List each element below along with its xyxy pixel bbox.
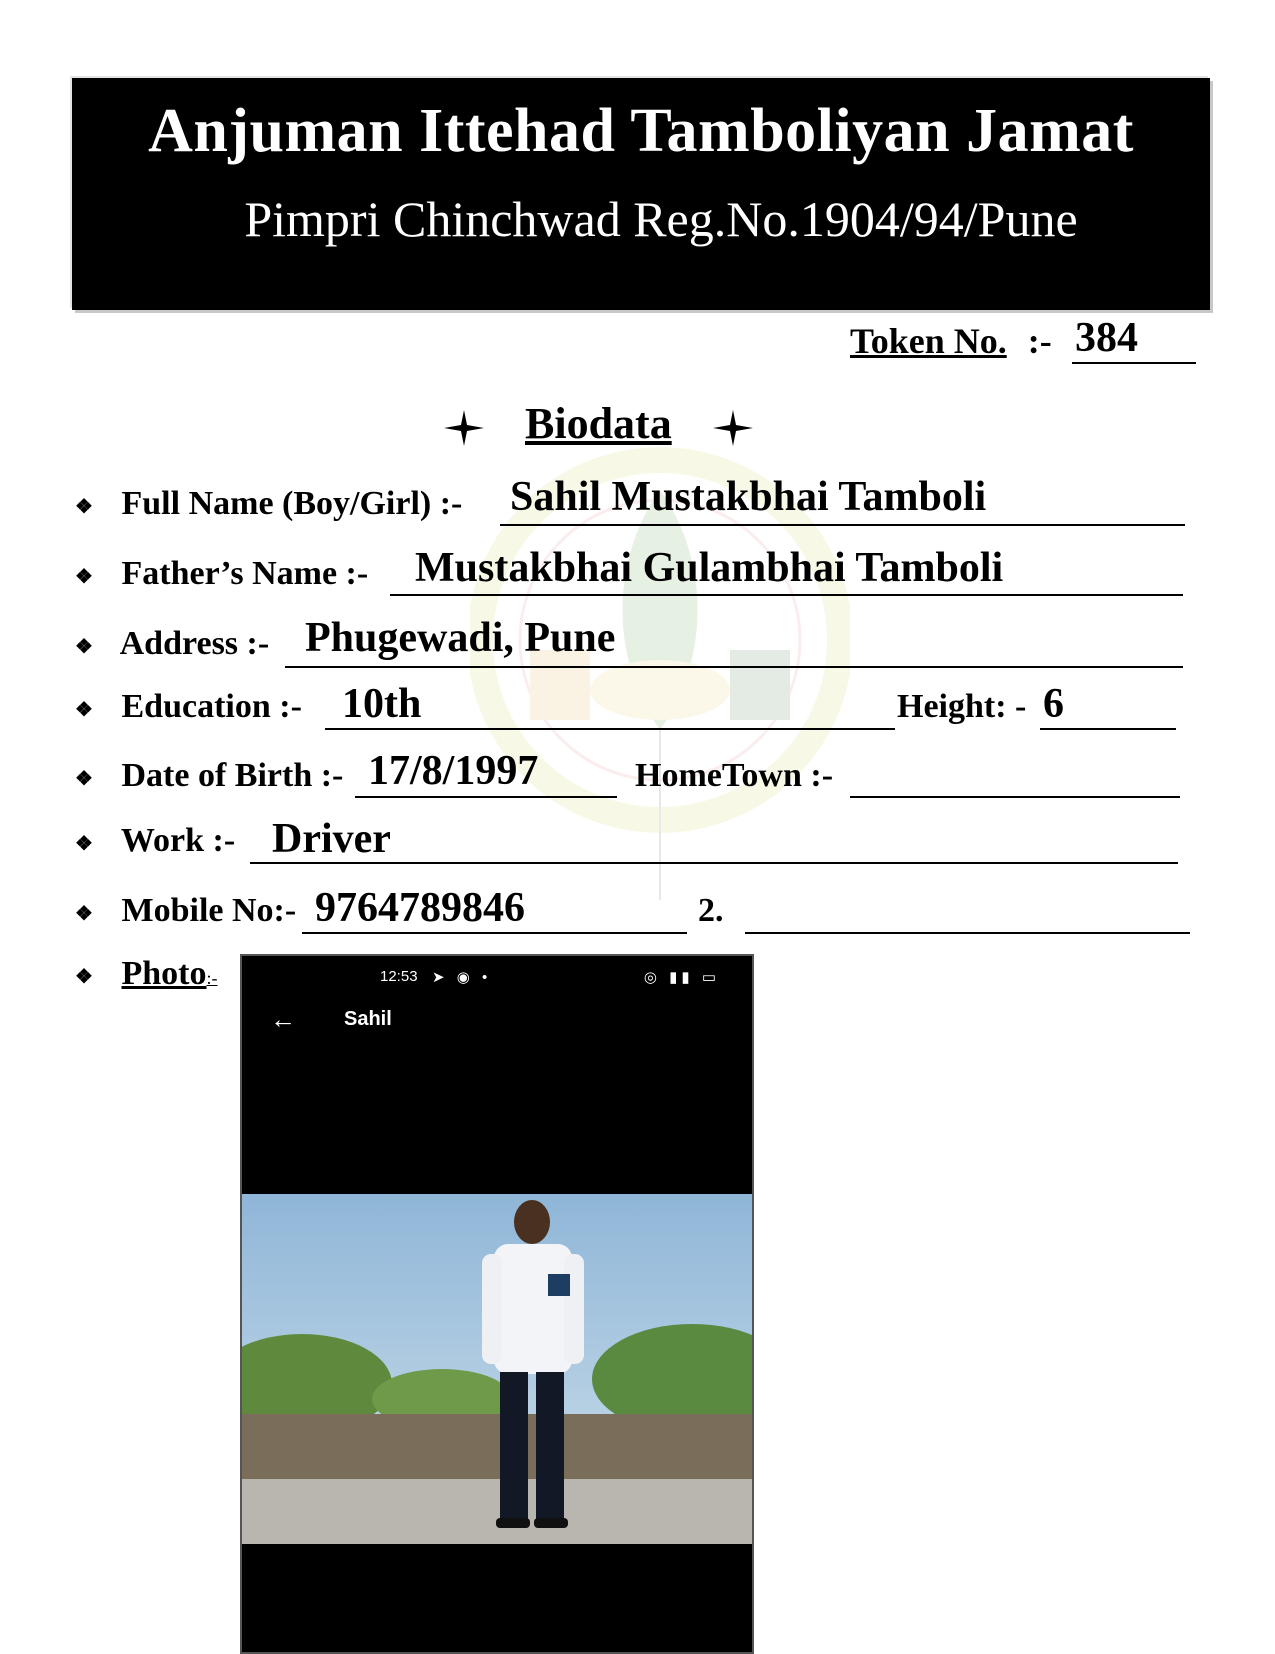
back-arrow-icon[interactable]: ← — [270, 1004, 296, 1034]
father-name-value: Mustakbhai Gulambhai Tamboli — [415, 545, 1004, 591]
dot-icon: • — [482, 969, 492, 986]
father-name-underline — [390, 594, 1183, 596]
diamond-bullet-icon: ❖ — [75, 565, 93, 588]
field-mobile — [75, 892, 296, 940]
contact-name: Sahil — [344, 1008, 392, 1030]
field-label: Mobile No:- — [121, 892, 297, 929]
field-full-name — [75, 485, 462, 533]
telegram-icon: ➤ — [432, 969, 449, 986]
dob-underline — [355, 796, 617, 798]
work-value: Driver — [272, 816, 391, 862]
header-banner — [72, 78, 1210, 310]
field-label: 2. — [698, 892, 724, 929]
address-value: Phugewadi, Pune — [305, 615, 616, 661]
field-label: Photo — [121, 955, 207, 992]
field-father-name — [75, 555, 368, 603]
wifi-icon: ◉ — [456, 969, 474, 986]
height-underline — [1040, 728, 1176, 730]
field-label: HomeTown :- — [635, 757, 834, 794]
diamond-bullet-icon: ❖ — [75, 698, 93, 721]
token-label: Token No. — [850, 321, 1007, 361]
signal-icon: ▮▮ — [669, 969, 694, 986]
token-number — [850, 320, 1052, 362]
organization-name: Anjuman Ittehad Tamboliyan Jamat — [148, 97, 1134, 165]
field-label: Education :- — [121, 688, 302, 725]
diamond-bullet-icon: ❖ — [75, 495, 93, 518]
mobile-value: 9764789846 — [315, 885, 525, 931]
alarm-icon: ◎ — [643, 969, 661, 986]
field-mobile-2 — [698, 892, 724, 940]
dob-value: 17/8/1997 — [368, 748, 539, 794]
diamond-bullet-icon: ❖ — [75, 635, 93, 658]
field-label: Height: - — [897, 688, 1027, 725]
biodata-title-row — [440, 398, 760, 452]
height-value: 6 — [1043, 681, 1064, 727]
full-name-value: Sahil Mustakbhai Tamboli — [510, 474, 987, 520]
field-height — [897, 688, 1026, 736]
photo-suffix: :- — [206, 968, 218, 988]
education-underline — [325, 728, 895, 730]
field-education — [75, 688, 302, 736]
diamond-bullet-icon: ❖ — [75, 767, 93, 790]
battery-icon: ▭ — [701, 969, 720, 986]
field-label: Full Name (Boy/Girl) :- — [121, 485, 463, 522]
four-point-star-icon — [709, 404, 757, 452]
address-underline — [285, 666, 1183, 668]
field-label: Address :- — [119, 625, 270, 662]
status-icons-left — [432, 968, 491, 986]
field-label: Work :- — [120, 822, 236, 859]
registration-line: Pimpri Chinchwad Reg.No.1904/94/Pune — [244, 191, 1078, 247]
hometown-underline — [850, 796, 1180, 798]
status-time: 12:53 — [380, 968, 418, 985]
mobile-2-underline — [745, 932, 1190, 934]
token-value: 384 — [1075, 315, 1138, 361]
diamond-bullet-icon: ❖ — [75, 965, 93, 988]
diamond-bullet-icon: ❖ — [75, 832, 93, 855]
field-address — [75, 625, 269, 673]
mobile-underline — [302, 932, 687, 934]
diamond-bullet-icon: ❖ — [75, 902, 93, 925]
field-label: Father’s Name :- — [121, 555, 369, 592]
token-separator: :- — [1027, 321, 1052, 361]
full-name-underline — [500, 524, 1185, 526]
photo-screenshot — [240, 954, 754, 1654]
field-work — [75, 822, 235, 870]
token-underline — [1072, 362, 1196, 364]
field-label: Date of Birth :- — [121, 757, 344, 794]
education-value: 10th — [342, 681, 422, 727]
field-photo — [75, 955, 218, 1003]
person-photo — [242, 1194, 752, 1544]
four-point-star-icon — [440, 404, 488, 452]
biodata-title: Biodata — [525, 399, 672, 448]
field-hometown — [635, 757, 833, 805]
status-icons-right — [644, 968, 720, 986]
field-dob — [75, 757, 343, 805]
